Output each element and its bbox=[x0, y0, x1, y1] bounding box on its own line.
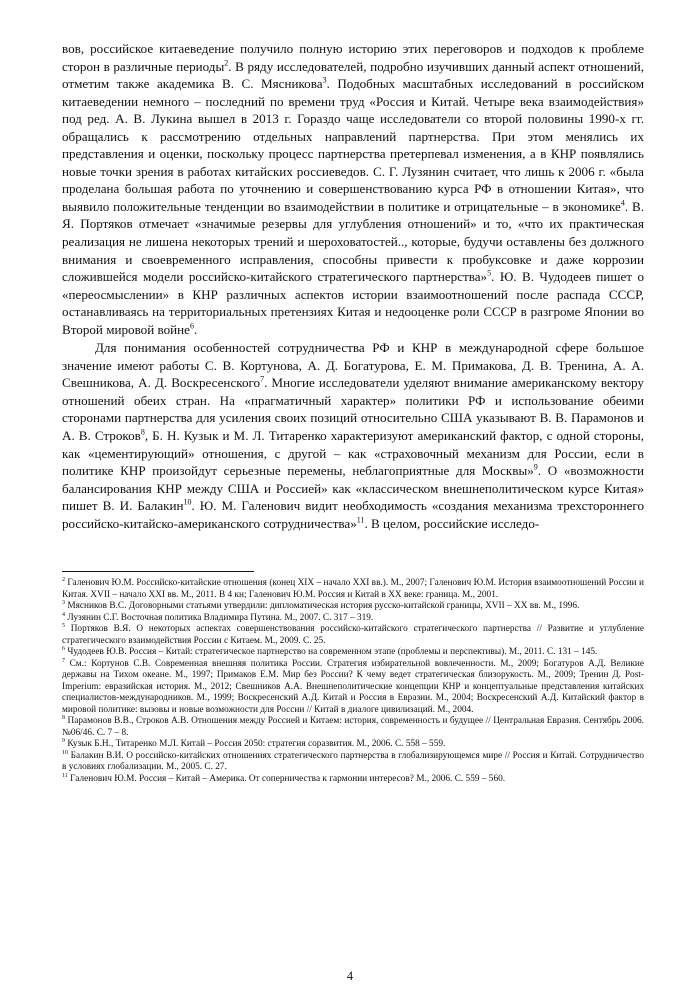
text-run: , Б. Н. Кузык и М. Л. Титаренко характеризуют американский фактор, с одной стороны, как «цементирующий» отношения, с другой – как «страховочный механизм для России, если в политике КНР произойдут серьезные перемены, неблагоприятные для Москвы» bbox=[62, 428, 645, 479]
footnote-number: 9 bbox=[62, 738, 65, 745]
text-run: Для понимания особенностей сотрудничества РФ и КНР в международной сфере большое значение имеют работы С. В. Кортунова, А. Д. Богатурова, Е. М. Примакова, Д. В. Тренина, А. А. Свешникова, А. Д. Воскресенского bbox=[62, 340, 644, 391]
body-text bbox=[62, 40, 644, 532]
footnote bbox=[62, 624, 644, 647]
footnote bbox=[62, 578, 644, 601]
body-paragraph bbox=[62, 40, 644, 338]
footnote-number: 6 bbox=[62, 646, 65, 653]
footnote-number: 10 bbox=[62, 749, 68, 756]
footnote-number: 4 bbox=[62, 611, 65, 618]
footnote-number: 8 bbox=[62, 715, 65, 722]
footnote-number: 11 bbox=[62, 772, 68, 779]
text-run: . В. Я. Портяков отмечает «значимые резервы для углубления отношений» и то, «что их практическая реализация не лишена некоторых трений и шероховатостей.., которые, будучи оставлены без должного внимания и своевременного исправления, способны привести к пробуксовке и даже коррозии сложившейся модели российско-китайского стратегического партнерства» bbox=[62, 198, 644, 285]
footnote-text: Кузык Б.Н., Титаренко М.Л. Китай – Россия 2050: стратегия соразвития. М., 2006. С. 558 – 559. bbox=[67, 739, 446, 750]
footnote-marker: 8 bbox=[140, 427, 145, 437]
footnote-text: Галенович Ю.М. Российско-китайские отношения (конец XIX – начало XXI вв.). М., 2007; Галенович Ю.М. История взаимоотношений России и Китая. XVII – начало XXI вв. М., 2011. В 4 кн; Галенович Ю.М. Россия и Китай в XX веке: граница. М., 2001. bbox=[62, 578, 645, 600]
footnote-marker: 2 bbox=[224, 58, 229, 68]
text-run: . Подобных масштабных исследований в российском китаеведении немного – последний по времени труд «Россия и Китай. Четыре века взаимодействия» под ред. А. В. Лукина вышел в 2013 г. Гораздо чаще исследователи со второй половины 1990-х гг. обращались к рассмотрению отдельных направлений партнерства. При этом менялись их представления и оценки, поскольку процесс партнерства претерпевал изменения, а в КНР появлялись новые точки зрения в работах китайских россиеведов. С. Г. Лузянин считает, что лишь к 2006 г. «была проделана большая работа по уточнению и совершенствованию курса РФ в отношении Китая», что выявило положительные тенденции во взаимодействии в политике и отрицательные – в экономике bbox=[62, 76, 644, 214]
footnote-text: Лузянин С.Г. Восточная политика Владимира Путина. М., 2007. С. 317 – 319. bbox=[67, 612, 374, 623]
footnote-marker: 6 bbox=[189, 321, 194, 331]
footnote-text: См.: Кортунов С.В. Современная внешняя политика России. Стратегия избирательной вовлеченности. М., 2009; Богатуров А.Д. Великие державы на Тихом океане. М., 1997; Примаков Е.М. Мир без России? К чему ведет стратегическая близорукость. М., 2009; Тренин Д. Post-Imperium: евразийская история. М., 2012; Свешников А.А. Внешнеполитические концепции КНР и концептуальные представления китайских специалистов-международников. М., 1999; Воскресенский А.Д. Китай и Россия в Евразии. М., 2004; Воскресенский А.Д. Китайский фактор в мировой политике: вызовы и новые возможности для России // Китай в диалоге цивилизаций. М., 2004. bbox=[62, 658, 644, 715]
footnote-marker: 11 bbox=[356, 515, 365, 525]
text-run: . Ю. В. Чудодеев пишет о «переосмыслении» в КНР различных аспектов истории взаимоотношений после распада СССР, останавливаясь на территориальных претензиях Китая и недооценке роли СССР в разгроме Японии во Второй мировой войне bbox=[62, 269, 644, 337]
footnotes bbox=[62, 578, 644, 785]
footnote-marker: 5 bbox=[487, 268, 492, 278]
footnote bbox=[62, 659, 644, 717]
footnote bbox=[62, 751, 644, 774]
text-run: вов, российское китаеведение получило полную историю этих переговоров и подходов к проблеме сторон в различные периоды bbox=[62, 41, 644, 74]
footnote-marker: 7 bbox=[260, 375, 265, 385]
footnote bbox=[62, 613, 644, 625]
text-run: . О «возможности балансирования КНР между США и Россией» как «классическом внешнеполитическом курсе Китая» пишет В. И. Балакин bbox=[62, 463, 644, 514]
footnote bbox=[62, 739, 644, 751]
footnote-number: 2 bbox=[62, 577, 65, 584]
footnote-text: Мясников В.С. Договорными статьями утвердили: дипломатическая история русско-китайской границы, XVII – XX вв. М., 1996. bbox=[67, 601, 580, 612]
footnote-marker: 3 bbox=[322, 75, 327, 85]
footnote-text: Портяков В.Я. О некоторых аспектах совершенствования российско-китайского стратегического партнерства // Развитие и углубление стратегического взаимодействия России с Китаем. М., 2009. С. 25. bbox=[62, 624, 644, 646]
footnote-marker: 9 bbox=[533, 462, 538, 472]
footnote-marker: 4 bbox=[620, 198, 625, 208]
footnote bbox=[62, 716, 644, 739]
body-paragraph bbox=[62, 339, 644, 532]
text-run: . Многие исследователи уделяют внимание американскому вектору отношений обеих стран. На «прагматичный характер» политики РФ и использование обеими сторонами партнерства для усиления своих позиций относительно США указывают В. В. Парамонов и А. В. Строков bbox=[62, 375, 644, 444]
text-run: . bbox=[193, 321, 198, 337]
footnote-text: Балакин В.И. О российско-китайских отношениях стратегического партнерства в глобализирующемся мире // Россия и Китай. Сотрудничество в условиях глобализации. М., 2005. С. 27. bbox=[62, 750, 644, 773]
footnote bbox=[62, 647, 644, 659]
document-page bbox=[62, 40, 644, 785]
footnote-number: 5 bbox=[62, 623, 65, 630]
page-number: 4 bbox=[346, 969, 354, 983]
footnote-text: Чудодеев Ю.В. Россия – Китай: стратегическое партнерство на современном этапе (проблемы и перспективы). М., 2011. С. 131 – 145. bbox=[67, 647, 598, 658]
footnote-text: Галенович Ю.М. Россия – Китай – Америка. От соперничества к гармонии интересов? М., 2006. С. 559 – 560. bbox=[70, 773, 506, 784]
footnote bbox=[62, 601, 644, 613]
footnote-number: 3 bbox=[62, 600, 65, 607]
footnote-number: 7 bbox=[62, 657, 65, 664]
footnote bbox=[62, 774, 644, 786]
footnote-separator bbox=[62, 571, 254, 572]
text-run: . Ю. М. Галенович видит необходимость «создания механизма трехстороннего российско-китайско-американского сотрудничества» bbox=[62, 498, 644, 531]
text-run: . В целом, российские исследо- bbox=[364, 515, 540, 531]
footnote-marker: 10 bbox=[183, 497, 192, 507]
text-run: . В ряду исследователей, подробно изучивших данный аспект отношений, отметим также академика В. С. Мясникова bbox=[62, 58, 644, 92]
footnote-text: Парамонов В.В., Строков А.В. Отношения между Россией и Китаем: история, современность и будущее // Центральная Евразия. Сентябрь 2006. №06/46. С. 7 – 8. bbox=[62, 716, 645, 738]
